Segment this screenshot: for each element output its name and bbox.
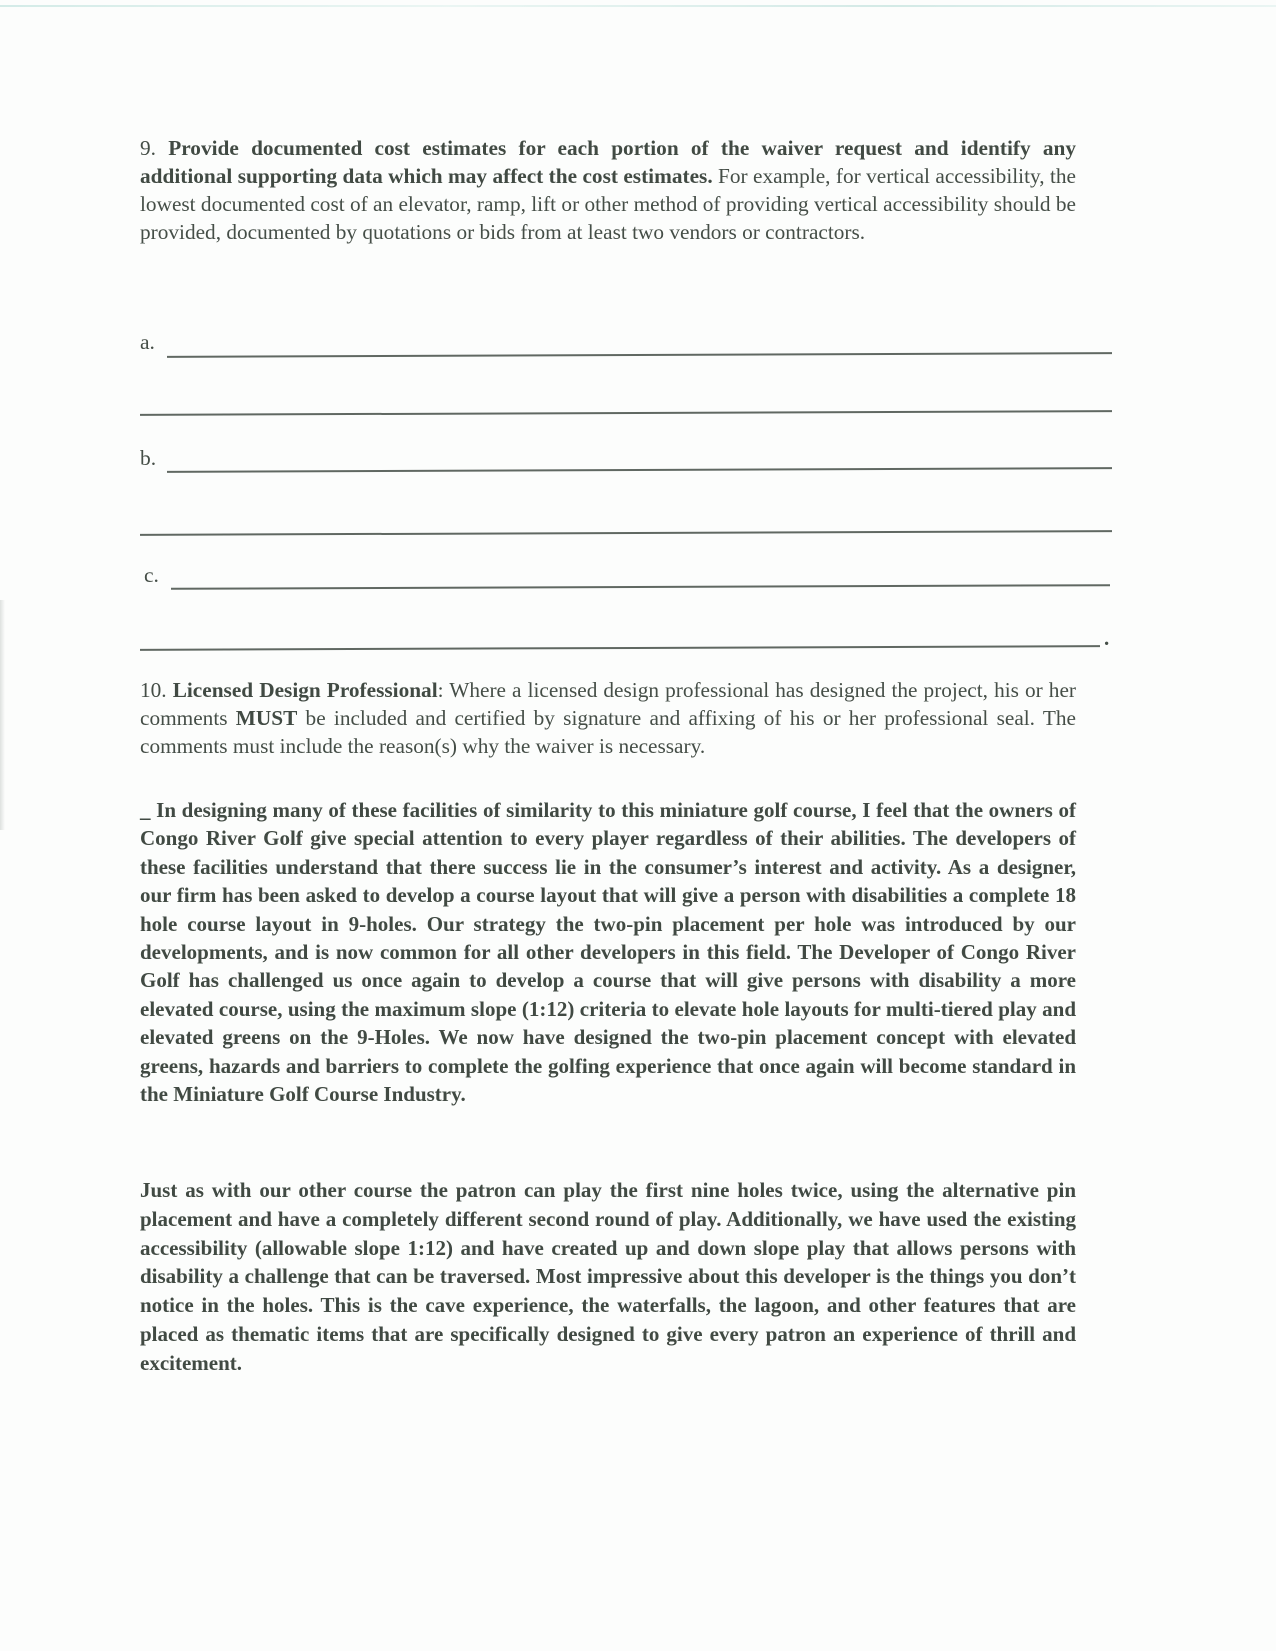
item-10-must-emphasis: MUST xyxy=(235,706,298,730)
answer-line-a-rule xyxy=(167,352,1112,358)
item-10-number: 10. xyxy=(140,678,173,702)
item-10-after-heading: : Where a licensed design professional has designed the project, his or her comments xyxy=(140,678,1076,730)
answer-line-c-label: c. xyxy=(144,563,159,587)
item-9-number: 9. xyxy=(140,136,169,160)
designer-statement-paragraph-2: Just as with our other course the patron can play the first nine holes twice, using the alternative pin placement and have a completely different second round of play. Additionally, we have used the existing accessibility (allowable slope 1:12) and have created up and down slope play that allows persons with disability a challenge that can be traversed. Most impressive about this developer is the things you don’t notice in the holes. This is the cave experience, the waterfalls, the lagoon, and other features that are placed as thematic items that are specifically designed to give every patron an experience of thrill and excitement. xyxy=(140,1178,1076,1375)
answer-line-b-label: b. xyxy=(140,446,157,470)
answer-line-a-continuation-rule xyxy=(140,410,1112,416)
item-10-heading-bold: Licensed Design Professional xyxy=(172,678,438,702)
item-9-body-text: For example, for vertical accessibility, the lowest documented cost of an elevator, ramp, lift or other method of providing vertical accessibility should be provided, documented by quotations or bids from at least two vendors or contractors. xyxy=(140,164,1076,244)
answer-line-a-label: a. xyxy=(140,330,155,354)
answer-line-c-rule xyxy=(171,584,1110,590)
answer-line-b-rule xyxy=(167,467,1112,473)
answer-final-period: . xyxy=(1104,626,1110,650)
answer-line-b-continuation-rule xyxy=(140,530,1112,536)
designer-statement-paragraph-1: _ In designing many of these facilities of similarity to this miniature golf course, I feel that the owners of Congo River Golf give special attention to every player regardless of their abilities. The developers of these facilities understand that there success lie in the consumer’s interest and activity. As a designer, our firm has been asked to develop a course layout that will give a person with disabilities a complete 18 hole course layout in 9-holes. Our strategy the two-pin placement per hole was introduced by our developments, and is now common for all other developers in this field. The Developer of Congo River Golf has challenged us once again to develop a course that will give persons with disability a more elevated course, using the maximum slope (1:12) criteria to elevate hole layouts for multi-tiered play and elevated greens on the 9-Holes. We now have designed the two-pin placement concept with elevated greens, hazards and barriers to complete the golfing experience that once again will become standard in the Miniature Golf Course Industry. xyxy=(140,798,1076,1107)
item-10-paragraph xyxy=(140,676,1076,760)
item-9-paragraph xyxy=(140,134,1076,246)
scan-edge-artifact-top xyxy=(0,5,1276,7)
item-10-body-end: be included and certified by signature and affixing of his or her professional seal. The comments must include the reason(s) why the waiver is necessary. xyxy=(140,706,1076,758)
answer-final-rule xyxy=(140,645,1100,651)
item-9-bold-text: Provide documented cost estimates for each portion of the waiver request and identify any additional supporting data which may affect the cost estimates. xyxy=(140,136,1076,188)
scan-edge-shadow-left xyxy=(0,600,5,830)
